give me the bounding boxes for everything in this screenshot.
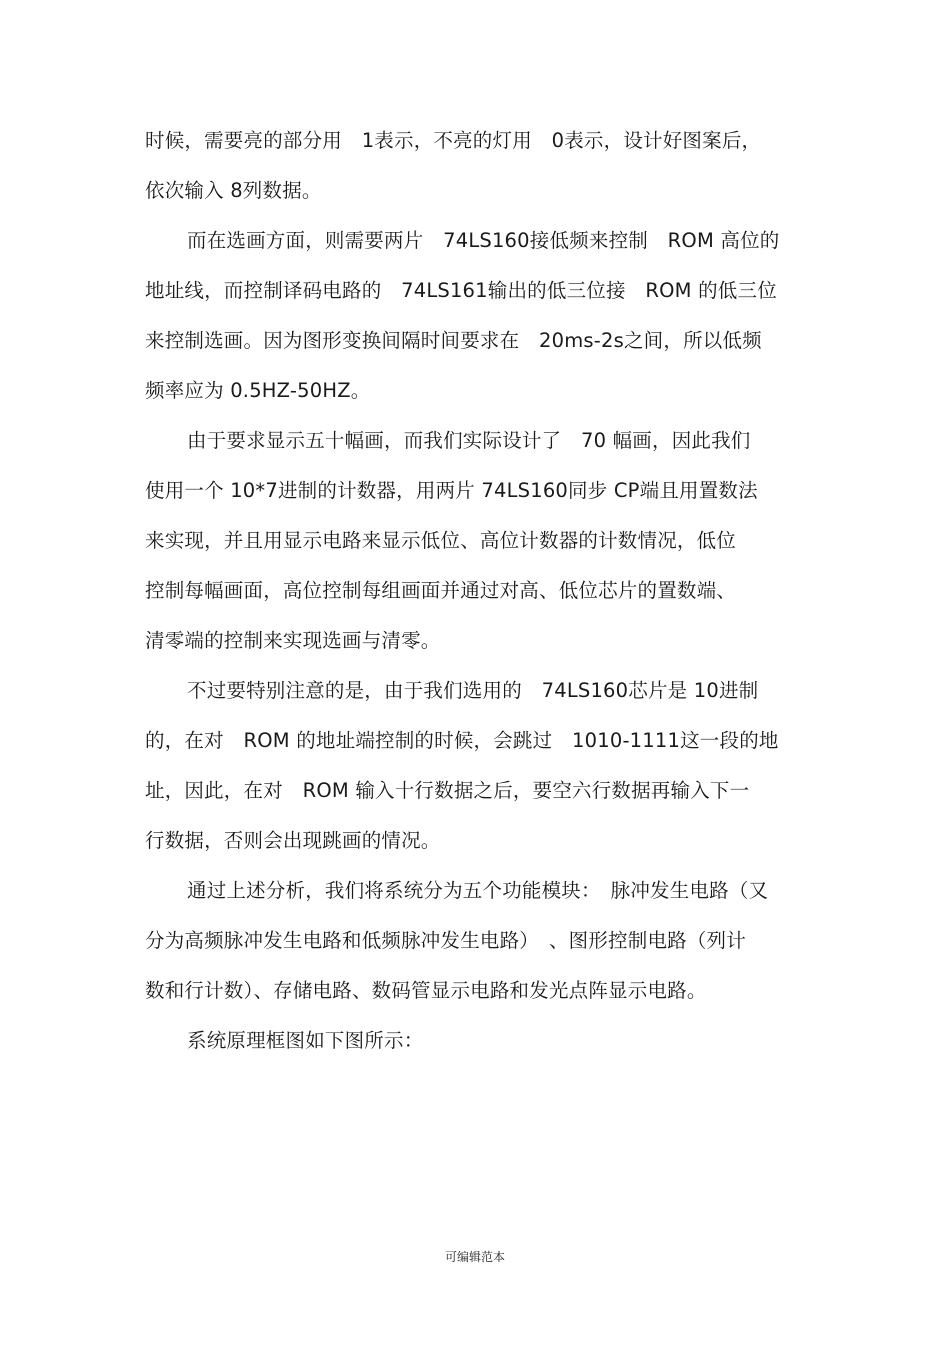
text-line: 来实现，并且用显示电路来显示低位、高位计数器的计数情况，低位 (145, 529, 737, 552)
text-line: 控制每幅画面，高位控制每组画面并通过对高、低位芯片的置数端、 (145, 579, 737, 602)
text-line: 频率应为 0.5HZ-50HZ。 (145, 379, 371, 402)
text-line: 分为高频脉冲发生电路和低频脉冲发生电路） 、图形控制电路（列计 (145, 929, 746, 952)
text-line: 使用一个 10*7进制的计数器，用两片 74LS160同步 CP端且用置数法 (145, 479, 758, 502)
text-line: 的，在对 ROM 的地址端控制的时候，会跳过 1010-1111这一段的地 (145, 729, 779, 752)
text-line: 依次输入 8列数据。 (145, 179, 322, 202)
paragraph-start-line: 由于要求显示五十幅画，而我们实际设计了 70 幅画，因此我们 (187, 429, 751, 452)
text-line: 时候，需要亮的部分用 1表示，不亮的灯用 0表示，设计好图案后， (145, 129, 762, 152)
text-line: 址，因此，在对 ROM 输入十行数据之后，要空六行数据再输入下一 (145, 779, 750, 802)
text-line: 数和行计数）、存储电路、数码管显示电路和发光点阵显示电路。 (145, 979, 707, 1002)
page-footer: 可编辑范本 (444, 1250, 505, 1264)
paragraph-start-line: 系统原理框图如下图所示： (187, 1029, 424, 1052)
text-line: 来控制选画。因为图形变换间隔时间要求在 20ms-2s之间，所以低频 (145, 329, 762, 352)
text-line: 行数据，否则会出现跳画的情况。 (145, 829, 441, 852)
text-line: 清零端的控制来实现选画与清零。 (145, 629, 441, 652)
paragraph-start-line: 通过上述分析，我们将系统分为五个功能模块： 脉冲发生电路（又 (187, 879, 769, 902)
paragraph-start-line: 不过要特别注意的是，由于我们选用的 74LS160芯片是 10进制 (187, 679, 759, 702)
text-line: 地址线，而控制译码电路的 74LS161输出的低三位接 ROM 的低三位 (145, 279, 777, 302)
paragraph-start-line: 而在选画方面，则需要两片 74LS160接低频来控制 ROM 高位的 (187, 229, 780, 252)
